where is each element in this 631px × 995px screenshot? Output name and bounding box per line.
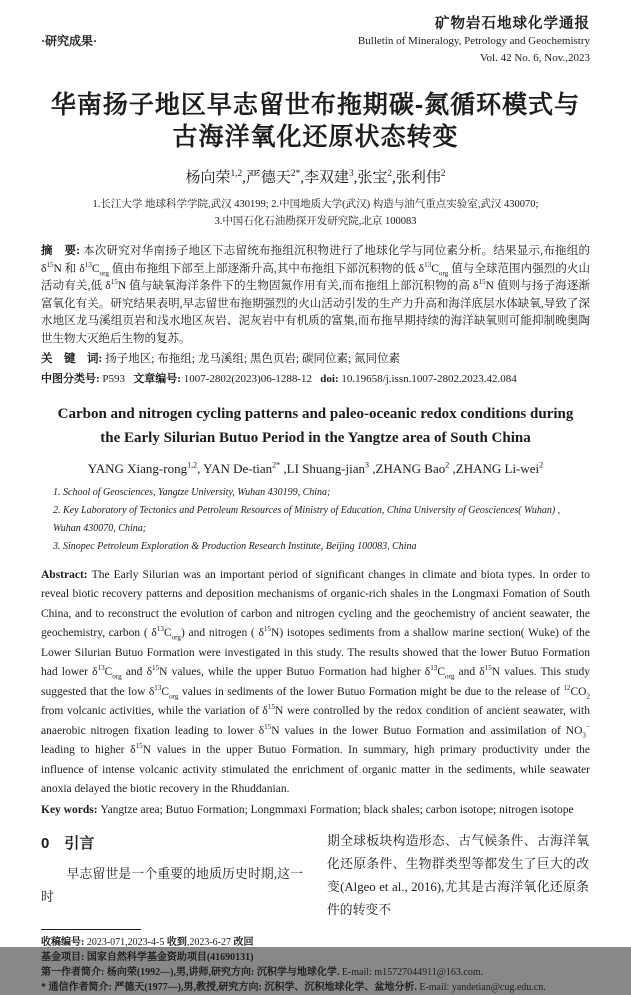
paper-title-en-line2: the Early Silurian Butuo Period in the Yangtze area of South China	[100, 429, 531, 446]
footnote-first-author: 第一作者简介: 杨向荣(1992—),男,讲师,研究方向: 沉积学与地球化学. E-mail: m15727044911@163.com.	[41, 967, 484, 978]
keywords-cn: 关 键 词: 扬子地区; 布拖组; 龙马溪组; 黑色页岩; 碳同位素; 氮同位素	[41, 353, 401, 365]
paper-title-cn-line1: 华南扬子地区早志留世布拖期碳-氮循环模式与	[50, 91, 581, 119]
meta-info: 中图分类号: P593 文章编号: 1007-2802(2023)06-1288-12 doi: 10.19658/j.issn.1007-2802.2023.42.084	[41, 372, 517, 385]
paper-title-cn-line2: 古海洋氧化还原状态转变	[172, 123, 459, 151]
journal-name-en: Bulletin of Mineralogy, Petrology and Geochemistry	[357, 35, 590, 47]
affiliation-en-2: 2. Key Laboratory of Tectonics and Petroleum Resources of Ministry of Education, China University of Geosciences( Wuhan) , Wuhan 430070, China;	[53, 504, 561, 534]
journal-info	[358, 16, 590, 67]
affiliations-en	[53, 484, 590, 556]
footnotes	[41, 935, 590, 995]
footnote-funding: 基金项目: 国家自然科学基金资助项目(41690131)	[41, 952, 254, 963]
affiliation-en-1: 1. School of Geosciences, Yangtze University, Wuhan 430199, China;	[53, 486, 331, 498]
affiliation-en-3: 3. Sinopec Petroleum Exploration & Production Research Institute, Beijing 100083, China	[53, 540, 417, 552]
affiliation-cn-1: 1.长江大学 地球科学学院,武汉 430199; 2.中国地质大学(武汉) 构造与油气重点实验室,武汉 430070;	[92, 199, 539, 210]
intro-paragraph-right: 期全球板块构造形态、古气候条件、古海洋氧化还原条件、生物群类型等都发生了巨大的改变(Algeo et al., 2016),尤其是古海洋氧化还原条件的转变不	[327, 834, 589, 917]
affiliations-cn	[41, 196, 590, 230]
affiliation-cn-2: 3.中国石化石油勘探开发研究院,北京 100083	[214, 216, 417, 227]
paper-title-en	[41, 402, 590, 450]
intro-left-column	[41, 832, 303, 922]
intro-heading: 0 引言	[41, 835, 95, 852]
paper-title-en-line1: Carbon and nitrogen cycling patterns and paleo-oceanic redox conditions during	[57, 405, 574, 422]
footnote-divider	[41, 929, 141, 930]
authors-en: YANG Xiang-rong$^{1,2}$, YAN De-tian$^{2*}$ ,LI Shuang-jian$^3$ ,ZHANG Bao$^2$ ,ZHANG Li-wei$^2$	[87, 460, 544, 476]
page-header	[41, 16, 590, 67]
abstract-en: Abstract: The Early Silurian was an important period of significant changes in climate and biota types. In order to reveal biotic recovery patterns and deposition mechanisms of organic-rich shales in the Longmaxi Fomation of South China, and to reconstruct the evolution of carbon and nitrogen cycling and the geochemistry of ancient seawater, the geochemistry, carbon ( $\delta^{13}C_{org}$) and nitrogen ( $\delta^{15}N$) isotopes sediments from a shallow marine section( Wuke) of the Lower Silurian Butuo Formation were investigated in this study. The results showed that the lower Butuo Formation had lower $\delta^{13}C_{org}$ and $\delta^{15}N$ values, while the upper Butuo Formation had higher $\delta^{13}C_{org}$ and $\delta^{15}N$ values. This study suggested that the low $\delta^{13}C_{org}$ values in sediments of the lower Butuo Formation might be due to the release of $^{12}CO_2$ from volcanic activities, while the variation of $\delta^{15}N$ were controlled by the redox condition of ancient seawater, with anaerobic nitrogen fixation leading to lower $\delta^{15}N$ values in the lower Butuo Formation and assimilation of $NO_3^-$ leading to higher $\delta^{15}N$ values in the upper Butuo Formation. In summary, high primary productivity under the influence of intense volcanic activity stimulated the enrichment of organic matter in the sediments, while seawater anoxia delayed the biotic recovery in the Rhuddanian.	[41, 568, 591, 795]
intro-section	[41, 832, 590, 922]
intro-paragraph-left: 早志留世是一个重要的地质历史时期,这一时	[41, 867, 303, 904]
authors-cn: 杨向荣$^{1,2}$,严德天$^{2*}$,李双建$^3$,张宝$^2$,张利伟$^2$	[185, 169, 446, 186]
footnote-corresponding-author: * 通信作者简介: 严德天(1977—),男,教授,研究方向: 沉积学、沉积地球化学、盆地分析. E-mail: yandetian@cug.edu.cn.	[41, 982, 546, 993]
intro-right-column	[327, 832, 589, 922]
section-tag: ·研究成果·	[41, 34, 98, 48]
footnote-received: 收稿编号: 2023-071,2023-4-5 收到,2023-6-27 改回	[41, 937, 254, 948]
issue-info: Vol. 42 No. 6, Nov.,2023	[479, 52, 590, 64]
journal-name-cn: 矿物岩石地球化学通报	[435, 16, 590, 32]
paper-title-cn	[41, 89, 590, 153]
abstract-cn: 摘 要: 本次研究对华南扬子地区下志留统布拖组沉积物进行了地球化学与同位素分析。结果显示,布拖组的 $\delta^{15}N$ 和 $\delta^{13}C_{org}$ 值由布拖组下部至上部逐渐升高,其中布拖组下部沉积物的低 $\delta^{13}C_{org}$ 值与全球范围内强烈的火山活动有关,低 $\delta^{15}N$ 值与缺氧海洋条件下的生物固氮作用有关,而布拖组上部沉积物的高 $\delta^{15}N$ 值则与扬子海逐渐富氧化有关。研究结果表明,早志留世布拖期强烈的火山活动引发的生产力升高和海洋底层水体缺氧,导致了深水地区龙马溪组页岩和浅水地区灰岩、泥灰岩中有机质的富集,而布拖早期持续的海洋缺氧则可能抑制晚奥陶世生物大灭绝后生物的复苏。	[41, 245, 590, 345]
keywords-en: Key words: Yangtze area; Butuo Formation; Longmmaxi Formation; black shales; carbon isotope; nitrogen isotope	[41, 803, 574, 816]
